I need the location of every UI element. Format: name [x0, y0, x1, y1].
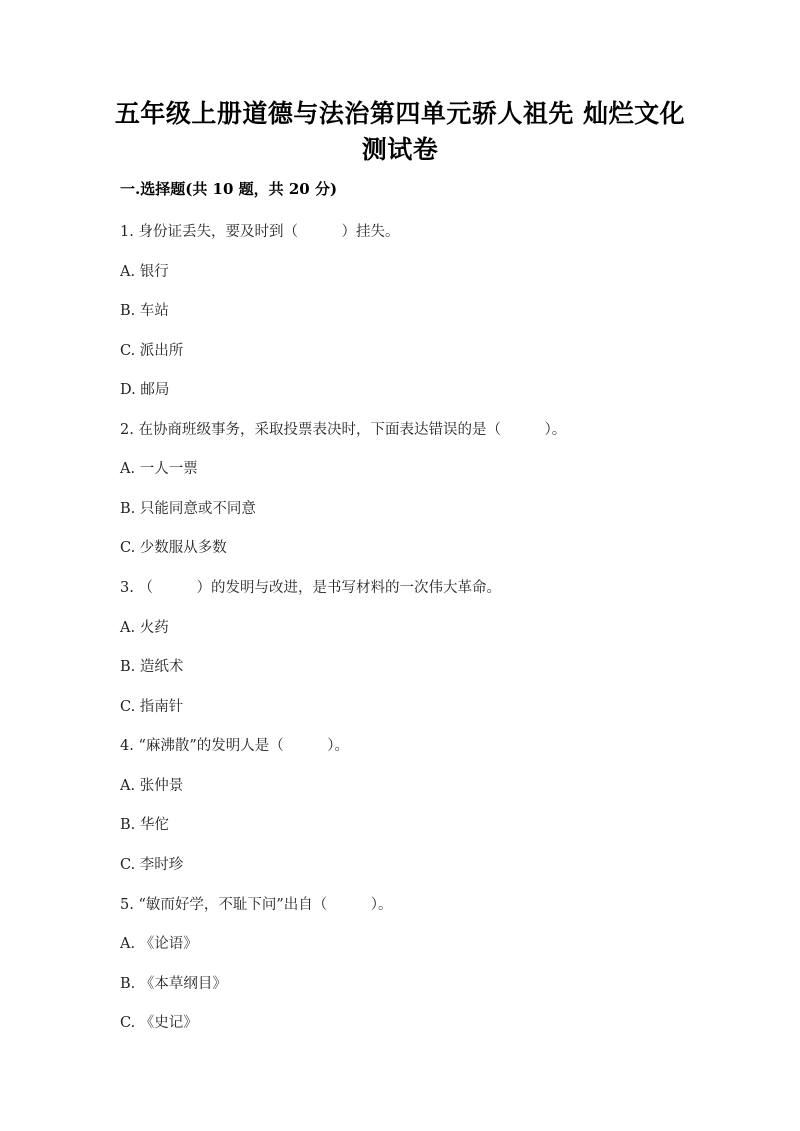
question-5-option-a: A. 《论语》	[120, 936, 198, 952]
question-2-stem: 2. 在协商班级事务，采取投票表决时，下面表达错误的是（ ）。	[120, 422, 567, 438]
question-2-option-b: B. 只能同意或不同意	[120, 501, 256, 517]
question-1-option-d: D. 邮局	[120, 382, 170, 398]
question-2-option-a: A. 一人一票	[120, 461, 198, 477]
question-2-option-c: C. 少数服从多数	[120, 540, 227, 556]
question-1-option-c: C. 派出所	[120, 343, 184, 359]
question-1-stem: 1. 身份证丢失，要及时到（ ）挂失。	[120, 224, 400, 240]
question-4-option-a: A. 张仲景	[120, 778, 184, 794]
question-3-option-b: B. 造纸术	[120, 659, 184, 675]
question-4-stem: 4. “麻沸散”的发明人是（ ）。	[120, 738, 350, 754]
question-5-stem: 5. “敏而好学，不耻下问”出自（ ）。	[120, 897, 393, 913]
question-5-option-c: C. 《史记》	[120, 1015, 198, 1031]
question-3-option-c: C. 指南针	[120, 699, 184, 715]
question-3-stem: 3. （ ）的发明与改进，是书写材料的一次伟大革命。	[120, 580, 501, 596]
question-5-option-b: B. 《本草纲目》	[120, 976, 227, 992]
section-heading: 一.选择题(共 10 题，共 20 分)	[120, 180, 338, 198]
question-4-option-c: C. 李时珍	[120, 857, 184, 873]
page-title-line-2: 测试卷	[361, 135, 439, 164]
question-3-option-a: A. 火药	[120, 620, 169, 636]
question-1-option-a: A. 银行	[120, 264, 169, 280]
question-4-option-b: B. 华佗	[120, 817, 169, 833]
page-title-line-1: 五年级上册道德与法治第四单元骄人祖先 灿烂文化	[114, 99, 686, 128]
question-1-option-b: B. 车站	[120, 303, 169, 319]
